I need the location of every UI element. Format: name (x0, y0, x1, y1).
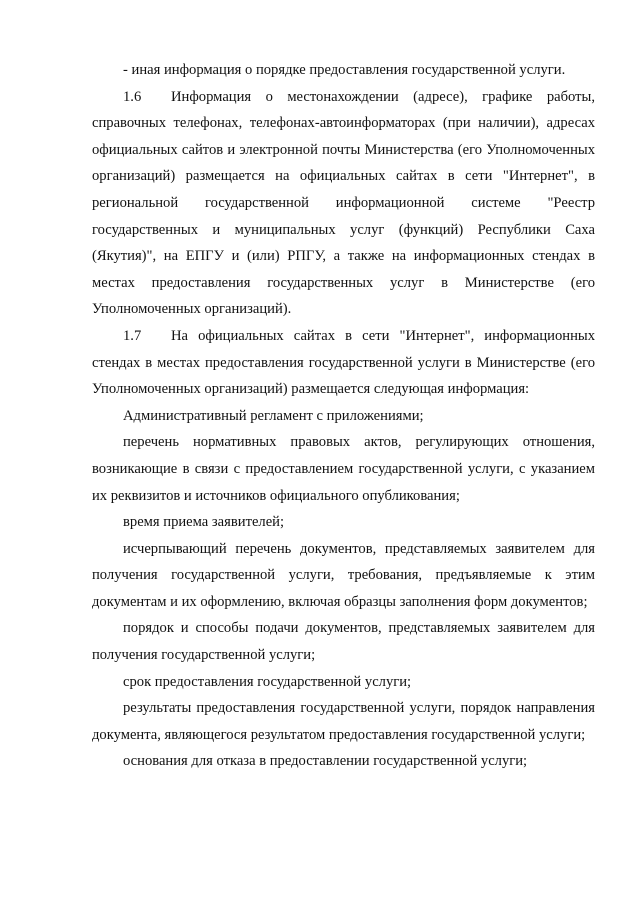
paragraph-text: На официальных сайтах в сети "Интернет", информационных стендах в местах предоставления государственной услуги в Министерстве (его Уполномоченных организаций) размещается следующая информация: (92, 327, 595, 398)
paragraph-text: Информация о местонахождении (адресе), графике работы, справочных телефонах, телефонах-автоинформаторах (при наличии), адресах официальных сайтов и электронной почты Министерства (его Уполномоченных организаций) размещается на официальных сайтах в сети "Интернет", в региональной государственной информационной системе "Реестр государственных и муниципальных услуг (функций) Республики Саха (Якутия)", на ЕПГУ и (или) РПГУ, а также на информационных стендах в местах предоставления государственных услуг в Министерстве (его Уполномоченных организаций). (92, 88, 595, 318)
list-item (92, 403, 595, 430)
paragraph-text: время приема заявителей; (123, 514, 285, 531)
list-item (92, 509, 595, 536)
list-item (92, 615, 595, 668)
paragraph-other-info (92, 57, 595, 84)
document-page (92, 57, 595, 775)
paragraph-1-6 (92, 84, 595, 323)
paragraph-text: - иная информация о порядке предоставления государственной услуги. (123, 62, 566, 78)
list-item (92, 429, 595, 509)
paragraph-number: 1.7 (123, 327, 142, 344)
paragraph-text: перечень нормативных правовых актов, регулирующих отношения, возникающие в связи с предоставлением государственной услуги, с указанием их реквизитов и источников официального опубликования; (92, 434, 595, 504)
paragraph-1-7 (92, 323, 595, 403)
paragraph-text: срок предоставления государственной услуги; (123, 673, 412, 690)
list-item (92, 669, 595, 696)
list-item (92, 536, 595, 616)
paragraph-number: 1.6 (123, 88, 142, 105)
paragraph-text: порядок и способы подачи документов, представляемых заявителем для получения государственной услуги; (92, 620, 595, 664)
paragraph-text: результаты предоставления государственной услуги, порядок направления документа, являющегося результатом предоставления государственной услуги; (92, 700, 595, 743)
paragraph-text: исчерпывающий перечень документов, представляемых заявителем для получения государственной услуги, требования, предъявляемые к этим документам и их оформлению, включая образцы заполнения форм документов; (92, 540, 595, 610)
paragraph-text: основания для отказа в предоставлении государственной услуги; (123, 753, 528, 770)
list-item (92, 748, 595, 775)
list-item (92, 695, 595, 748)
paragraph-text: Административный регламент с приложениями; (123, 407, 424, 424)
